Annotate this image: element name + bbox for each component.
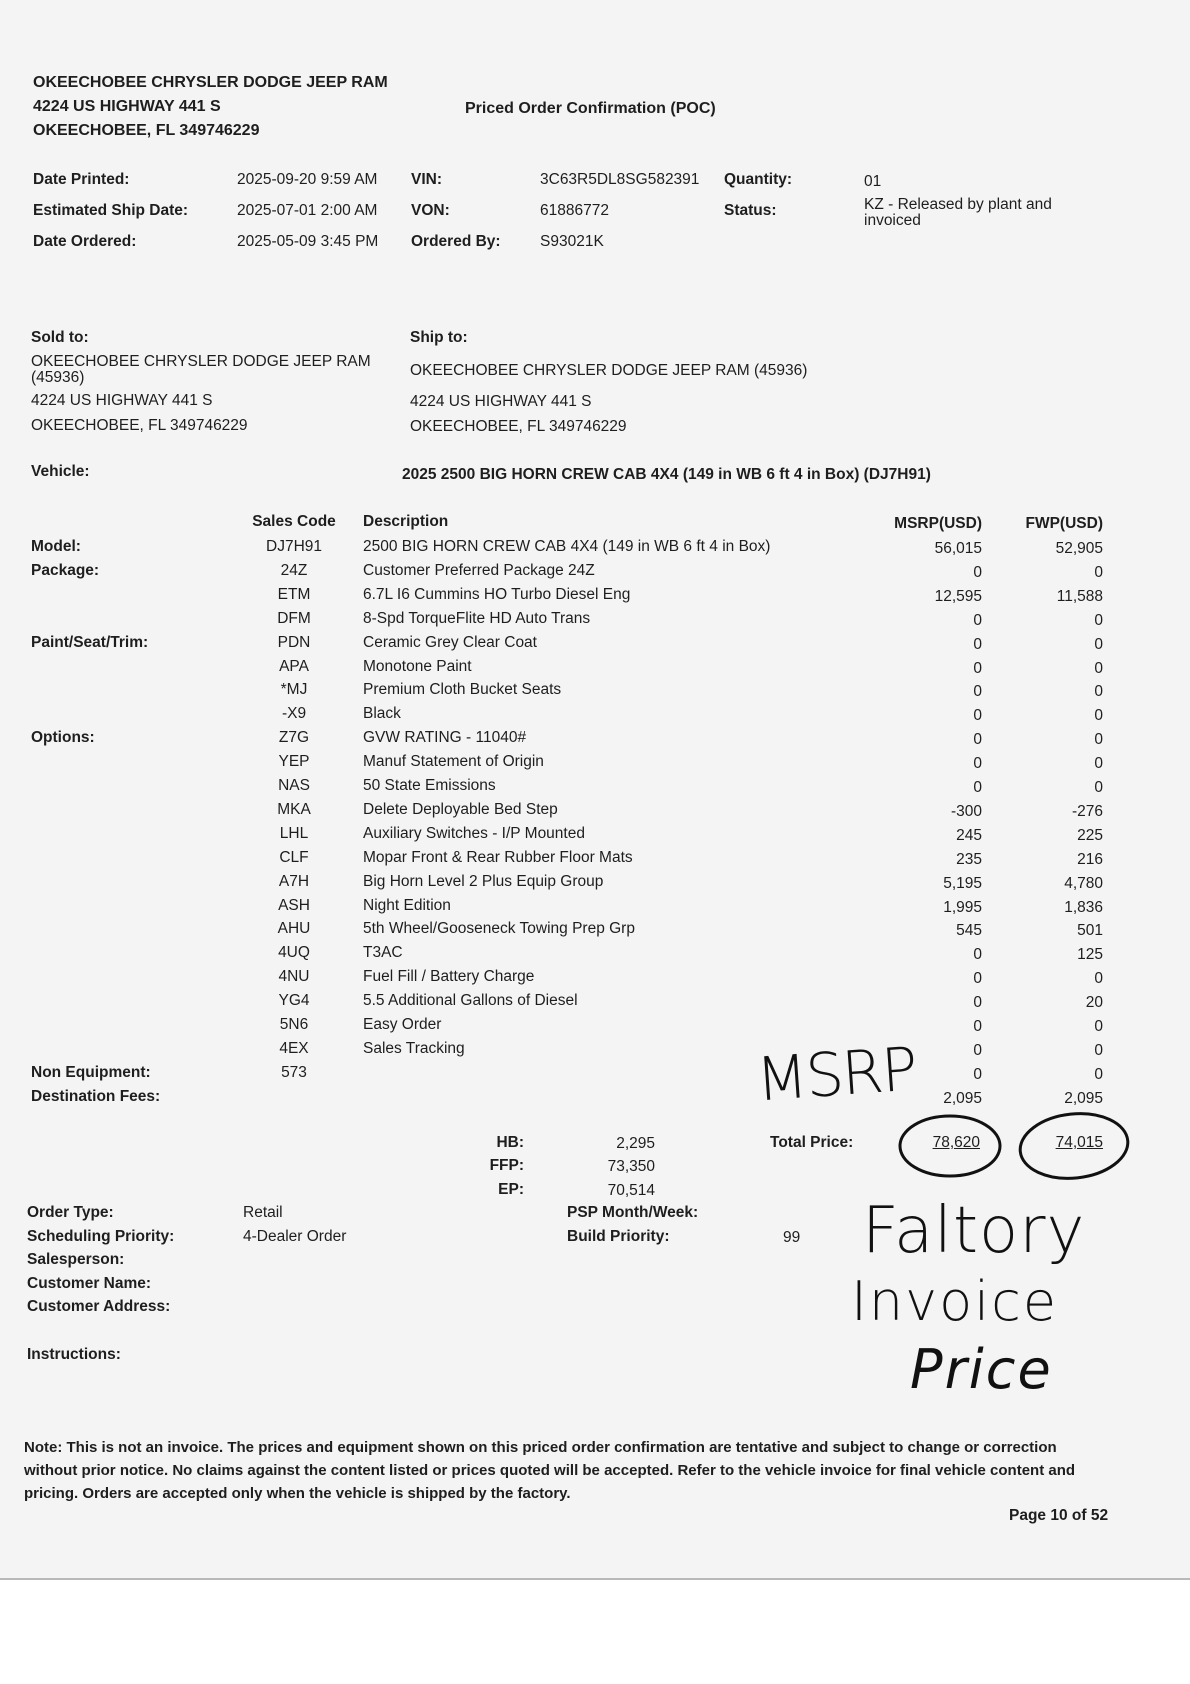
row-msrp: 0 — [973, 994, 982, 1011]
row-msrp: 545 — [956, 922, 982, 939]
quantity-label: Quantity: — [724, 171, 793, 188]
page-number: Page 10 of 52 — [1009, 1507, 1109, 1524]
row-sales-code: Z7G — [278, 729, 310, 746]
ffp-value: 73,350 — [607, 1158, 655, 1175]
row-fwp: 0 — [1094, 636, 1103, 653]
dealer-address-1: 4224 US HIGHWAY 441 S — [33, 98, 221, 115]
row-fwp: 225 — [1077, 827, 1103, 844]
row-fwp: 0 — [1094, 564, 1103, 581]
row-fwp: 0 — [1094, 970, 1103, 987]
column-header-fwp: FWP(USD) — [1025, 515, 1103, 532]
column-header-msrp: MSRP(USD) — [894, 515, 982, 532]
row-fwp: 0 — [1094, 707, 1103, 724]
von-label: VON: — [411, 202, 450, 219]
scheduling-priority-value: 4-Dealer Order — [243, 1228, 347, 1245]
row-msrp: 0 — [973, 1066, 982, 1083]
row-fwp: 52,905 — [1055, 540, 1103, 557]
row-msrp: 0 — [973, 707, 982, 724]
row-msrp: 0 — [973, 564, 982, 581]
row-msrp: 0 — [973, 779, 982, 796]
row-section-label: Paint/Seat/Trim: — [31, 634, 149, 651]
circle-msrp-total — [900, 1116, 1000, 1176]
row-sales-code: 4EX — [279, 1040, 309, 1057]
ship-to-line-1: OKEECHOBEE CHRYSLER DODGE JEEP RAM (45936) — [410, 362, 808, 379]
row-msrp: 0 — [973, 1042, 982, 1059]
dealer-address-2: OKEECHOBEE, FL 349746229 — [33, 122, 260, 139]
row-description: Auxiliary Switches - I/P Mounted — [363, 825, 585, 842]
psp-label: PSP Month/Week: — [567, 1204, 699, 1221]
row-description: GVW RATING - 11040# — [363, 729, 527, 746]
row-description: 2500 BIG HORN CREW CAB 4X4 (149 in WB 6 ft 4 in Box) — [363, 538, 771, 555]
row-sales-code: MKA — [277, 801, 311, 818]
hb-value: 2,295 — [616, 1135, 655, 1152]
row-description: Ceramic Grey Clear Coat — [363, 634, 537, 651]
row-msrp: 2,095 — [943, 1090, 982, 1107]
row-description: 5th Wheel/Gooseneck Towing Prep Grp — [363, 920, 635, 937]
sold-to-line-4: OKEECHOBEE, FL 349746229 — [31, 417, 248, 434]
row-fwp: 0 — [1094, 779, 1103, 796]
status-value-1: KZ - Released by plant and — [864, 196, 1052, 213]
total-msrp-value: 78,620 — [932, 1134, 980, 1151]
row-msrp: -300 — [950, 803, 982, 820]
row-section-label: Destination Fees: — [31, 1088, 161, 1105]
row-description: Monotone Paint — [363, 658, 472, 675]
handwritten-msrp: MSRP — [753, 1034, 918, 1116]
row-fwp: 4,780 — [1064, 875, 1103, 892]
row-description: Black — [363, 705, 401, 722]
row-fwp: 1,836 — [1064, 899, 1103, 916]
row-fwp: 0 — [1094, 683, 1103, 700]
row-msrp: 0 — [973, 1018, 982, 1035]
order-type-value: Retail — [243, 1204, 283, 1221]
vin-value: 3C63R5DL8SG582391 — [540, 171, 700, 188]
row-fwp: 0 — [1094, 660, 1103, 677]
ship-to-line-2: 4224 US HIGHWAY 441 S — [410, 393, 592, 410]
ship-to-line-3: OKEECHOBEE, FL 349746229 — [410, 418, 627, 435]
date-ordered-value: 2025-05-09 3:45 PM — [237, 233, 379, 250]
ep-label: EP: — [498, 1181, 524, 1198]
row-sales-code: AHU — [277, 920, 311, 937]
row-description: Delete Deployable Bed Step — [363, 801, 558, 818]
row-section-label: Package: — [31, 562, 100, 579]
ship-date-value: 2025-07-01 2:00 AM — [237, 202, 378, 219]
instructions-label: Instructions: — [27, 1346, 121, 1363]
row-description: 5.5 Additional Gallons of Diesel — [363, 992, 578, 1009]
row-sales-code: A7H — [278, 873, 310, 890]
row-sales-code: DFM — [277, 610, 311, 627]
row-sales-code: 573 — [281, 1064, 307, 1081]
row-sales-code: -X9 — [281, 705, 307, 722]
customer-name-label: Customer Name: — [27, 1275, 152, 1292]
row-sales-code: NAS — [278, 777, 310, 794]
salesperson-label: Salesperson: — [27, 1251, 125, 1268]
row-msrp: 5,195 — [943, 875, 982, 892]
row-description: 50 State Emissions — [363, 777, 496, 794]
row-description: Fuel Fill / Battery Charge — [363, 968, 535, 985]
row-description: Manuf Statement of Origin — [363, 753, 544, 770]
vin-label: VIN: — [411, 171, 442, 188]
total-fwp-value: 74,015 — [1055, 1134, 1103, 1151]
row-sales-code: DJ7H91 — [266, 538, 322, 555]
row-description: 8-Spd TorqueFlite HD Auto Trans — [363, 610, 591, 627]
row-fwp: 0 — [1094, 1018, 1103, 1035]
row-msrp: 0 — [973, 970, 982, 987]
ffp-label: FFP: — [489, 1157, 524, 1174]
row-description: Big Horn Level 2 Plus Equip Group — [363, 873, 604, 890]
row-description: Premium Cloth Bucket Seats — [363, 681, 562, 698]
ship-to-label: Ship to: — [410, 329, 468, 346]
row-sales-code: PDN — [277, 634, 311, 651]
row-msrp: 0 — [973, 946, 982, 963]
row-sales-code: 4NU — [278, 968, 310, 985]
row-description: Easy Order — [363, 1016, 442, 1033]
column-header-sales-code: Sales Code — [252, 513, 336, 530]
circle-fwp-total — [1017, 1109, 1131, 1184]
row-fwp: 0 — [1094, 1042, 1103, 1059]
row-msrp: 0 — [973, 660, 982, 677]
row-msrp: 235 — [956, 851, 982, 868]
row-sales-code: *MJ — [280, 681, 308, 698]
row-description: T3AC — [363, 944, 403, 961]
row-msrp: 245 — [956, 827, 982, 844]
row-sales-code: 5N6 — [279, 1016, 309, 1033]
row-fwp: 0 — [1094, 1066, 1103, 1083]
row-section-label: Non Equipment: — [31, 1064, 151, 1081]
vehicle-value: 2025 2500 BIG HORN CREW CAB 4X4 (149 in WB 6 ft 4 in Box) (DJ7H91) — [402, 466, 931, 483]
total-price-label: Total Price: — [770, 1134, 854, 1151]
status-label: Status: — [724, 202, 777, 219]
ordered-by-label: Ordered By: — [411, 233, 501, 250]
row-sales-code: CLF — [279, 849, 309, 866]
quantity-value: 01 — [864, 173, 882, 190]
row-fwp: 0 — [1094, 755, 1103, 772]
hb-label: HB: — [496, 1134, 524, 1151]
row-sales-code: YEP — [278, 753, 310, 770]
row-section-label: Model: — [31, 538, 81, 555]
build-priority-value: 99 — [783, 1229, 801, 1246]
sold-to-line-3: 4224 US HIGHWAY 441 S — [31, 392, 213, 409]
sold-to-line-2: (45936) — [31, 369, 85, 386]
handwritten-line-3: Price — [910, 1338, 1053, 1401]
row-msrp: 0 — [973, 731, 982, 748]
status-value-2: invoiced — [864, 212, 921, 229]
ordered-by-value: S93021K — [540, 233, 604, 250]
row-fwp: 216 — [1077, 851, 1103, 868]
row-msrp: 56,015 — [934, 540, 982, 557]
row-msrp: 12,595 — [934, 588, 982, 605]
row-sales-code: ASH — [278, 897, 310, 914]
row-sales-code: LHL — [279, 825, 309, 842]
disclaimer-note: Note: This is not an invoice. The prices and equipment shown on this priced order confirmation are tentative and subject to change or correction without prior notice. No claims against the content listed or prices quoted will be accepted. Refer to the vehicle invoice for final vehicle content and pricing. Orders are accepted only when the vehicle is shipped by the factory. — [24, 1439, 1076, 1502]
scheduling-priority-label: Scheduling Priority: — [27, 1228, 175, 1245]
row-description: 6.7L I6 Cummins HO Turbo Diesel Eng — [363, 586, 631, 603]
row-sales-code: 4UQ — [278, 944, 310, 961]
date-printed-label: Date Printed: — [33, 171, 130, 188]
handwritten-line-1: Faltory — [862, 1194, 1086, 1268]
row-description: Mopar Front & Rear Rubber Floor Mats — [363, 849, 633, 866]
build-priority-label: Build Priority: — [567, 1228, 670, 1245]
handwritten-line-2: Invoice — [851, 1270, 1059, 1333]
ship-date-label: Estimated Ship Date: — [33, 202, 189, 219]
date-ordered-label: Date Ordered: — [33, 233, 137, 250]
date-printed-value: 2025-09-20 9:59 AM — [237, 171, 378, 188]
row-sales-code: YG4 — [278, 992, 310, 1009]
row-fwp: 2,095 — [1064, 1090, 1103, 1107]
row-msrp: 0 — [973, 683, 982, 700]
von-value: 61886772 — [540, 202, 609, 219]
ep-value: 70,514 — [607, 1182, 655, 1199]
row-sales-code: APA — [279, 658, 309, 675]
sold-to-line-1: OKEECHOBEE CHRYSLER DODGE JEEP RAM — [31, 353, 371, 370]
row-msrp: 0 — [973, 755, 982, 772]
vehicle-label: Vehicle: — [31, 463, 90, 480]
row-description: Customer Preferred Package 24Z — [363, 562, 595, 579]
row-section-label: Options: — [31, 729, 95, 746]
row-fwp: 0 — [1094, 731, 1103, 748]
document-title: Priced Order Confirmation (POC) — [465, 100, 716, 117]
row-fwp: 125 — [1077, 946, 1103, 963]
order-type-label: Order Type: — [27, 1204, 114, 1221]
row-fwp: -276 — [1071, 803, 1103, 820]
row-description: Sales Tracking — [363, 1040, 465, 1057]
row-fwp: 501 — [1077, 922, 1103, 939]
row-msrp: 0 — [973, 612, 982, 629]
row-msrp: 0 — [973, 636, 982, 653]
sold-to-label: Sold to: — [31, 329, 89, 346]
column-header-description: Description — [363, 513, 449, 530]
dealer-name: OKEECHOBEE CHRYSLER DODGE JEEP RAM — [33, 74, 388, 91]
customer-address-label: Customer Address: — [27, 1298, 171, 1315]
row-description: Night Edition — [363, 897, 451, 914]
row-sales-code: 24Z — [280, 562, 308, 579]
row-fwp: 11,588 — [1056, 588, 1103, 605]
row-msrp: 1,995 — [943, 899, 982, 916]
row-fwp: 20 — [1085, 994, 1103, 1011]
row-sales-code: ETM — [277, 586, 311, 603]
row-fwp: 0 — [1094, 612, 1103, 629]
